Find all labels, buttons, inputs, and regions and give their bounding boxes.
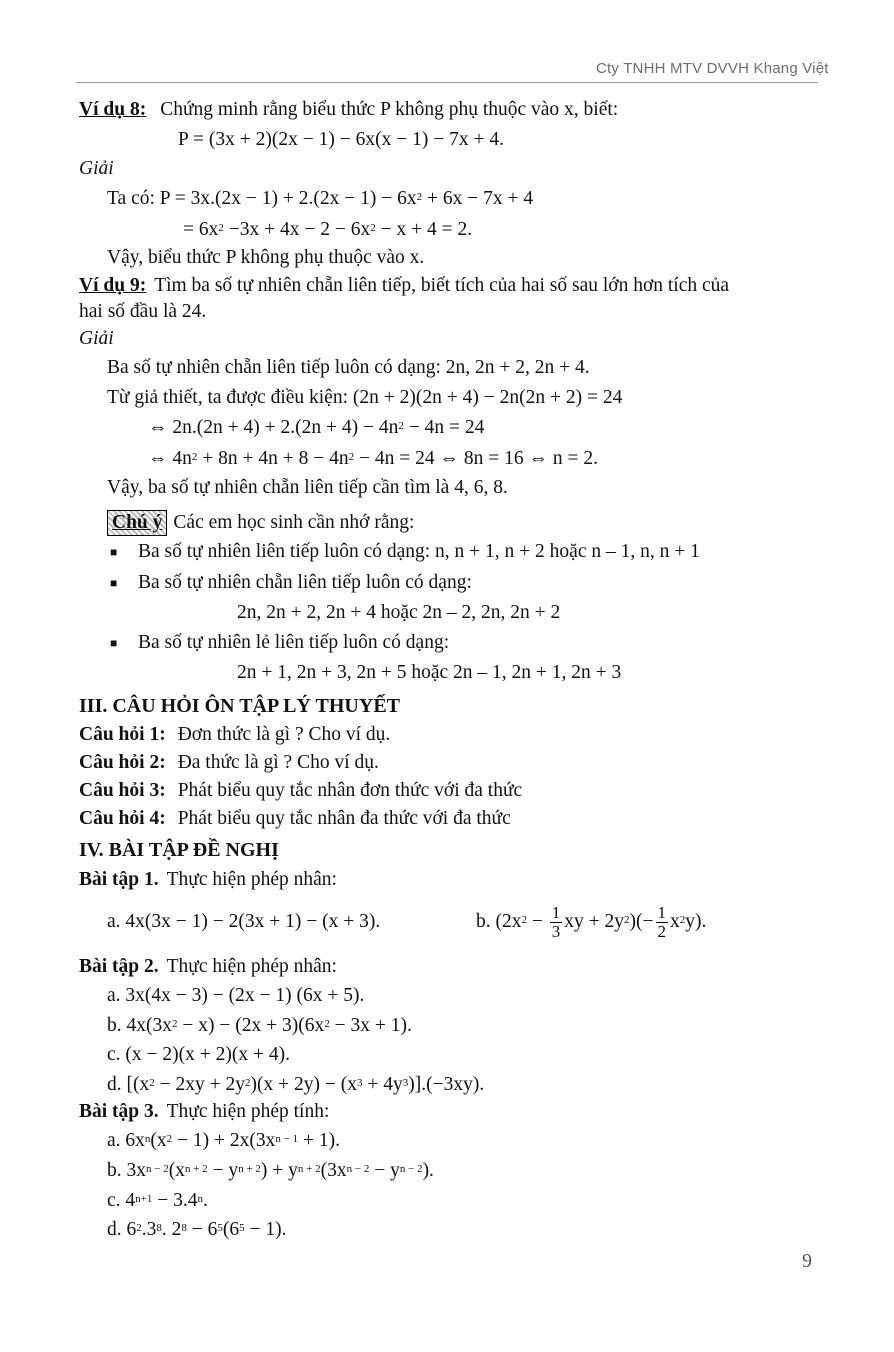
note-bullet-1: Ba số tự nhiên liên tiếp luôn có dạng: n, n + 1, n + 2 hoặc n – 1, n, n + 1 bbox=[138, 541, 700, 562]
exercise-1-b: b. ($2x^2$ − $\frac{1}{3}$ xy + $2y^2)(-$ $\frac{1}{2}$ $x^2y$). bbox=[476, 903, 707, 942]
bullet-icon: ■ bbox=[110, 636, 118, 650]
example-9-step-1: Ba số tự nhiên chẵn liên tiếp luôn có dạng: 2n, 2n + 2, 2n + 4. bbox=[107, 357, 590, 378]
question-1: Câu hỏi 1: Đơn thức là gì ? Cho ví dụ. bbox=[79, 724, 391, 745]
exercise-2-c: c. (x − 2)(x + 2)(x + 4). bbox=[107, 1044, 290, 1065]
example-9-statement: Ví dụ 9: Tìm ba số tự nhiên chẵn liên tiếp, biết tích của hai số sau lớn hơn tích của bbox=[79, 275, 730, 296]
note-bullet-2-formula: 2n, 2n + 2, 2n + 4 hoặc 2n – 2, 2n, 2n + 2 bbox=[237, 602, 561, 623]
note-heading: Chú ý Các em học sinh cần nhớ rằng: bbox=[107, 510, 414, 536]
exercise-3-a: a. $6x^n(x^2 - 1) + 2x(3x^{n - 1} + 1)$. bbox=[107, 1130, 340, 1151]
running-header: Cty TNHH MTV DVVH Khang Việt bbox=[596, 60, 829, 77]
example-8-step-1: Ta có: $P = 3x.(2x - 1) + 2.(2x - 1) - 6x^2 + 6x - 7x + 4$ bbox=[107, 188, 534, 209]
bullet-icon: ■ bbox=[110, 576, 118, 590]
example-9-step-2: Từ giả thiết, ta được điều kiện: (2n + 2)(2n + 4) − 2n(2n + 2) = 24 bbox=[107, 387, 623, 408]
example-8-label: Ví dụ 8: bbox=[79, 99, 147, 120]
exercise-3-heading: Bài tập 3. Thực hiện phép tính: bbox=[79, 1101, 330, 1122]
exercise-2-d: d. $[(x^2 - 2xy + 2y^2)(x + 2y) - (x^3 + 4y^3)].(-3xy)$. bbox=[107, 1074, 485, 1095]
question-4: Câu hỏi 4: Phát biểu quy tắc nhân đa thức với đa thức bbox=[79, 808, 511, 829]
exercise-3-b: b. $3x^{n - 2}(x^{n + 2} - y^{n + 2}) + y^{n + 2}(3x^{n - 2} - y^{n - 2})$. bbox=[107, 1160, 434, 1181]
example-8-solution-heading: Giải bbox=[79, 158, 114, 179]
note-label: Chú ý bbox=[107, 510, 167, 536]
exercise-3-d: d. $6^2.3^8$. $2^8 - 6^5(6^5 - 1)$. bbox=[107, 1219, 287, 1240]
header-rule bbox=[76, 82, 818, 83]
exercise-1-heading: Bài tập 1. Thực hiện phép nhân: bbox=[79, 869, 337, 890]
example-8-conclusion: Vậy, biểu thức P không phụ thuộc vào x. bbox=[107, 247, 425, 268]
bullet-icon: ■ bbox=[110, 545, 118, 559]
example-9-step-4: ⇔ $4n^2 + 8n + 4n + 8 - 4n^2 - 4n = 24$ ⇔ 8n = 16 ⇔ n = 2. bbox=[148, 448, 598, 469]
exercise-1-a: a. 4x(3x − 1) − 2(3x + 1) − (x + 3). bbox=[107, 911, 381, 932]
section-3-title: III. CÂU HỎI ÔN TẬP LÝ THUYẾT bbox=[79, 695, 400, 717]
question-2: Câu hỏi 2: Đa thức là gì ? Cho ví dụ. bbox=[79, 752, 379, 773]
example-9-label: Ví dụ 9: bbox=[79, 275, 147, 296]
example-9-step-3: ⇔ $2n.(2n + 4) + 2.(2n + 4) - 4n^2 - 4n = 24$ bbox=[148, 417, 485, 438]
example-8-statement: Ví dụ 8: Chứng minh rằng biểu thức P không phụ thuộc vào x, biết: bbox=[79, 99, 619, 120]
fraction: $\frac{1}{3}$ bbox=[551, 903, 561, 942]
exercise-3-c: c. $4^{n+1} - 3.4^n$. bbox=[107, 1190, 208, 1211]
question-3: Câu hỏi 3: Phát biểu quy tắc nhân đơn thức với đa thức bbox=[79, 780, 523, 801]
example-8-step-2: = $6x^2 -3x + 4x - 2 - 6x^2 - x + 4 = 2$. bbox=[183, 219, 473, 240]
example-8-expression: P = (3x + 2)(2x − 1) − 6x(x − 1) − 7x + 4. bbox=[178, 129, 504, 150]
example-9-solution-heading: Giải bbox=[79, 328, 114, 349]
exercise-2-b: b. $4x(3x^2 - x) - (2x + 3)(6x^2 - 3x + 1)$. bbox=[107, 1015, 412, 1036]
note-bullet-3-formula: 2n + 1, 2n + 3, 2n + 5 hoặc 2n – 1, 2n + 1, 2n + 3 bbox=[237, 662, 622, 683]
example-9-conclusion: Vậy, ba số tự nhiên chẵn liên tiếp cần tìm là 4, 6, 8. bbox=[107, 477, 508, 498]
section-4-title: IV. BÀI TẬP ĐỀ NGHỊ bbox=[79, 839, 279, 861]
exercise-2-a: a. 3x(4x − 3) − (2x − 1) (6x + 5). bbox=[107, 985, 365, 1006]
note-bullet-3: Ba số tự nhiên lẻ liên tiếp luôn có dạng: bbox=[138, 632, 450, 653]
exercise-2-heading: Bài tập 2. Thực hiện phép nhân: bbox=[79, 956, 337, 977]
page-number: 9 bbox=[802, 1250, 812, 1272]
example-9-statement-cont: hai số đầu là 24. bbox=[79, 301, 207, 322]
fraction: $\frac{1}{2}$ bbox=[657, 903, 666, 942]
note-bullet-2: Ba số tự nhiên chẵn liên tiếp luôn có dạng: bbox=[138, 572, 472, 593]
